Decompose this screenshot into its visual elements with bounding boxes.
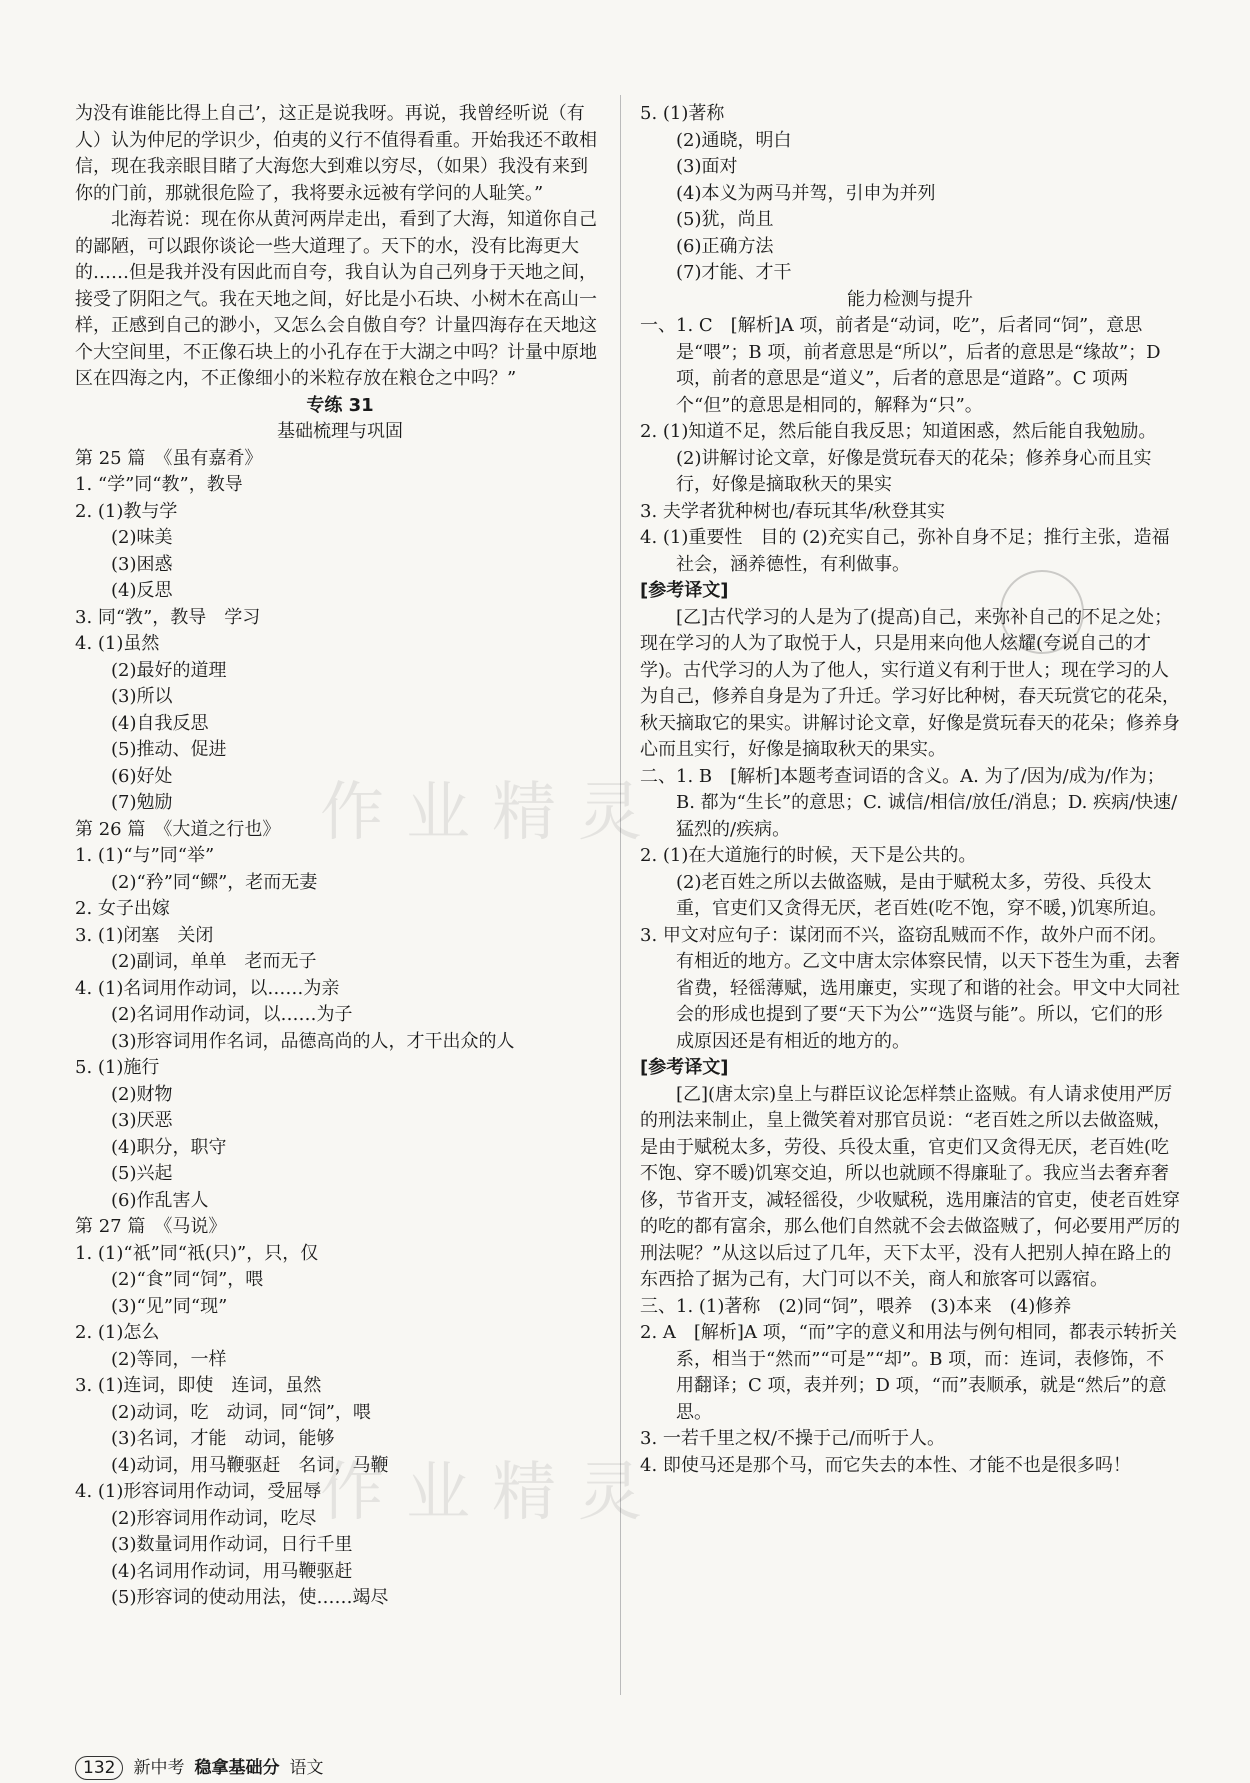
left-line: (3)所以	[111, 686, 173, 707]
left-line: 北海若说：现在你从黄河两岸走出，看到了大海，知道你自己的鄙陋，可以跟你谈论一些大道理了。天下的水，没有比海更大的……但是我并没有因此而自夸，我自认为自己列身于天地之间，接受了阴阳之气。我在天地之间，好比是小石块、小树木在高山一样，正感到自己的渺小，又怎么会自傲自夸？计量四海存在天地这个大空间里，不正像石块上的小孔存在于大湖之中吗？计量中原地区在四海之内，不正像细小的米粒存放在粮仓之中吗？”	[75, 209, 597, 389]
left-line: (2)名词用作动词，以……为子	[111, 1004, 353, 1025]
left-line: (3)名词，才能 动词，能够	[111, 1428, 335, 1449]
left-line: 5. (1)施行	[75, 1057, 160, 1078]
right-line: (2)通晓，明白	[676, 129, 792, 151]
right-line: 4. 即使马还是那个马，而它失去的本性、才能不也是很多吗！	[640, 1454, 1131, 1476]
left-line: 3. 同“敩”，教导 学习	[75, 606, 261, 628]
left-column	[75, 101, 605, 1612]
right-line: 2. (1)知道不足，然后能自我反思；知道困惑，然后能自我勉励。(2)讲解讨论文章，好像是赏玩春天的花朵；修养身心而且实行，好像是摘取秋天的果实	[640, 421, 1157, 495]
left-line: (3)数量词用作动词，日行千里	[111, 1534, 353, 1555]
page-footer	[75, 1755, 323, 1782]
left-line: 4. (1)虽然	[75, 633, 160, 654]
left-line: 2. (1)教与学	[75, 500, 178, 522]
right-line: 有相近的地方。乙文中唐太宗体察民情，以天下苍生为重，去奢省费，轻徭薄赋，选用廉吏，实现了和谐的社会。甲文中大同社会的形成也提到了要“天下为公”“选贤与能”。所以，它们的形成原因还是有相近的地方的。	[676, 951, 1180, 1052]
watermark: 作业精灵	[320, 776, 664, 850]
left-line: 1. (1)“与”同“举”	[75, 845, 215, 866]
left-line: (5)推动、促进	[111, 739, 227, 760]
right-line: [参考译文]	[640, 580, 729, 601]
column-divider	[620, 95, 621, 1695]
left-line: (7)勉励	[111, 792, 173, 813]
watermark: 作业精灵	[320, 1456, 664, 1530]
left-line: (5)兴起	[111, 1163, 173, 1184]
right-line: [乙](唐太宗)皇上与群臣议论怎样禁止盗贼。有人请求使用严厉的刑法来制止，皇上微笑着对那官员说：“老百姓之所以去做盗贼，是由于赋税太多，劳役、兵役太重，官吏们又贪得无厌，老百姓(吃不饱、穿不暖)饥寒交迫，所以也就顾不得廉耻了。我应当去奢弃奢侈，节省开支，减轻徭役，少收赋税，选用廉洁的官吏，使老百姓穿的吃的都有富余，那么他们自然就不会去做盗贼了，何必要用严厉的刑法呢？”从这以后过了几年，天下太平，没有人把别人掉在路上的东西拾了据为己有，大门可以不关，商人和旅客可以露宿。	[640, 1083, 1180, 1290]
page-number: 132	[75, 1756, 123, 1780]
right-line: (4)本义为两马并驾，引申为并列	[676, 182, 936, 204]
right-line: 5. (1)著称	[640, 103, 725, 124]
left-line: (2)财物	[111, 1083, 173, 1105]
left-line: 第 27 篇 《马说》	[75, 1216, 227, 1237]
left-line: (2)动词，吃 动词，同“饲”，喂	[111, 1401, 371, 1423]
right-line: (2)老百姓之所以去做盗贼，是由于赋税太多，劳役、兵役太重，官吏们又贪得无厌，老百姓(吃不饱，穿不暖，)饥寒所迫。	[676, 871, 1168, 919]
subject-name: 语文	[289, 1758, 324, 1778]
right-line: 3. 甲文对应句子：谋闭而不兴，盗窃乱贼而不作，故外户而不闭。	[640, 924, 1167, 946]
right-line: [乙]古代学习的人是为了(提高)自己，来弥补自己的不足之处；现在学习的人为了取悦于人，只是用来向他人炫耀(夸说自己的才学)。古代学习的人为了他人，实行道义有利于世人；现在学习的人为自己，修养自身是为了升迁。学习好比种树，春天玩赏它的花朵，秋天摘取它的果实。讲解讨论文章，好像是赏玩春天的花朵；修养身心而且实行，好像是摘取秋天的果实。	[640, 606, 1180, 760]
left-line: 第 26 篇 《大道之行也》	[75, 818, 281, 840]
right-line: (6)正确方法	[676, 235, 774, 257]
left-line: (2)味美	[111, 527, 173, 548]
left-line: (4)名词用作动词，用马鞭驱赶	[111, 1560, 353, 1582]
left-line: (4)反思	[111, 580, 173, 601]
right-line: 三、1. (1)著称 (2)同“饲”，喂养 (3)本来 (4)修养	[640, 1295, 1072, 1317]
left-line: (3)形容词用作名词，品德高尚的人，才干出众的人	[111, 1030, 515, 1052]
right-line: [参考译文]	[640, 1057, 729, 1078]
left-line: 2. (1)怎么	[75, 1322, 160, 1343]
left-line: (2)等同，一样	[111, 1348, 227, 1370]
right-line: (5)犹，尚且	[676, 209, 774, 230]
right-line: 4. (1)重要性 目的 (2)充实自己，弥补自身不足；推行主张，造福社会，涵养德性，有利做事。	[640, 527, 1170, 575]
left-line: 4. (1)形容词用作动词，受屈辱	[75, 1481, 322, 1502]
left-line: (4)自我反思	[111, 712, 209, 734]
left-line: (6)好处	[111, 765, 173, 787]
left-line: 专练 31	[306, 394, 374, 416]
right-line: 2. (1)在大道施行的时候，天下是公共的。	[640, 845, 977, 866]
right-line: 能力检测与提升	[847, 288, 973, 310]
right-line: (3)面对	[676, 156, 738, 177]
left-line: (2)最好的道理	[111, 659, 227, 681]
brand-name: 稳拿基础分	[194, 1758, 280, 1778]
left-line: (2)“矜”同“鳏”，老而无妻	[111, 871, 318, 893]
left-line: (2)“食”同“饲”，喂	[111, 1269, 264, 1290]
right-column	[640, 101, 1180, 1479]
left-line: 基础梳理与巩固	[277, 421, 403, 442]
left-line: 1. “学”同“教”，教导	[75, 474, 243, 495]
right-line: (7)才能、才干	[676, 262, 792, 283]
left-line: (3)厌恶	[111, 1110, 173, 1131]
left-line: (2)形容词用作动词，吃尽	[111, 1507, 317, 1529]
left-line: 为没有谁能比得上自己’，这正是说我呀。再说，我曾经听说（有人）认为仲尼的学识少，伯夷的义行不值得看重。开始我还不敢相信，现在我亲眼目睹了大海您大到难以穷尽，（如果）我没有来到你的门前，那就很危险了，我将要永远被有学问的人耻笑。”	[75, 103, 597, 204]
left-line: (2)副词，单单 老而无子	[111, 951, 317, 972]
left-line: (4)动词，用马鞭驱赶 名词，马鞭	[111, 1454, 389, 1476]
left-line: 1. (1)“祇”同“祇(只)”，只，仅	[75, 1242, 319, 1264]
left-line: (3)困惑	[111, 553, 173, 575]
right-line: 一、1. C [解析]A 项，前者是“动词，吃”，后者同“饲”，意思是“喂”；B 项，前者意思是“所以”，后者的意思是“缘故”；D 项，前者的意思是“道义”，后者的意思是“道路”。C 项两个“但”的意思是相同的，解释为“只”。	[640, 315, 1161, 416]
right-line: 二、1. B [解析]本题考查词语的含义。A. 为了/因为/成为/作为；B. 都为“生长”的意思；C. 诚信/相信/放任/消息；D. 疾病/快速/猛烈的/疾病。	[640, 765, 1178, 840]
left-line: 4. (1)名词用作动词，以……为亲	[75, 977, 340, 999]
series-name: 新中考	[133, 1758, 185, 1778]
right-line: 3. 夫学者犹种树也/春玩其华/秋登其实	[640, 500, 946, 522]
right-line: 2. A [解析]A 项，“而”字的意义和用法与例句相同，都表示转折关系，相当于“然而”“可是”“却”。B 项，而：连词，表修饰，不用翻译；C 项，表并列；D 项，“而”表顺承，就是“然后”的意思。	[640, 1322, 1178, 1423]
left-line: 第 25 篇 《虽有嘉肴》	[75, 447, 263, 469]
left-line: (6)作乱害人	[111, 1189, 209, 1211]
left-line: (5)形容词的使动用法，使……竭尽	[111, 1587, 389, 1608]
left-line: 3. (1)闭塞 关闭	[75, 924, 214, 946]
right-line: 3. 一若千里之权/不操于己/而听于人。	[640, 1428, 946, 1449]
left-line: 2. 女子出嫁	[75, 898, 170, 919]
left-line: (4)职分，职守	[111, 1136, 227, 1158]
left-line: (3)“见”同“现”	[111, 1295, 228, 1317]
left-line: 3. (1)连词，即使 连词，虽然	[75, 1375, 322, 1396]
